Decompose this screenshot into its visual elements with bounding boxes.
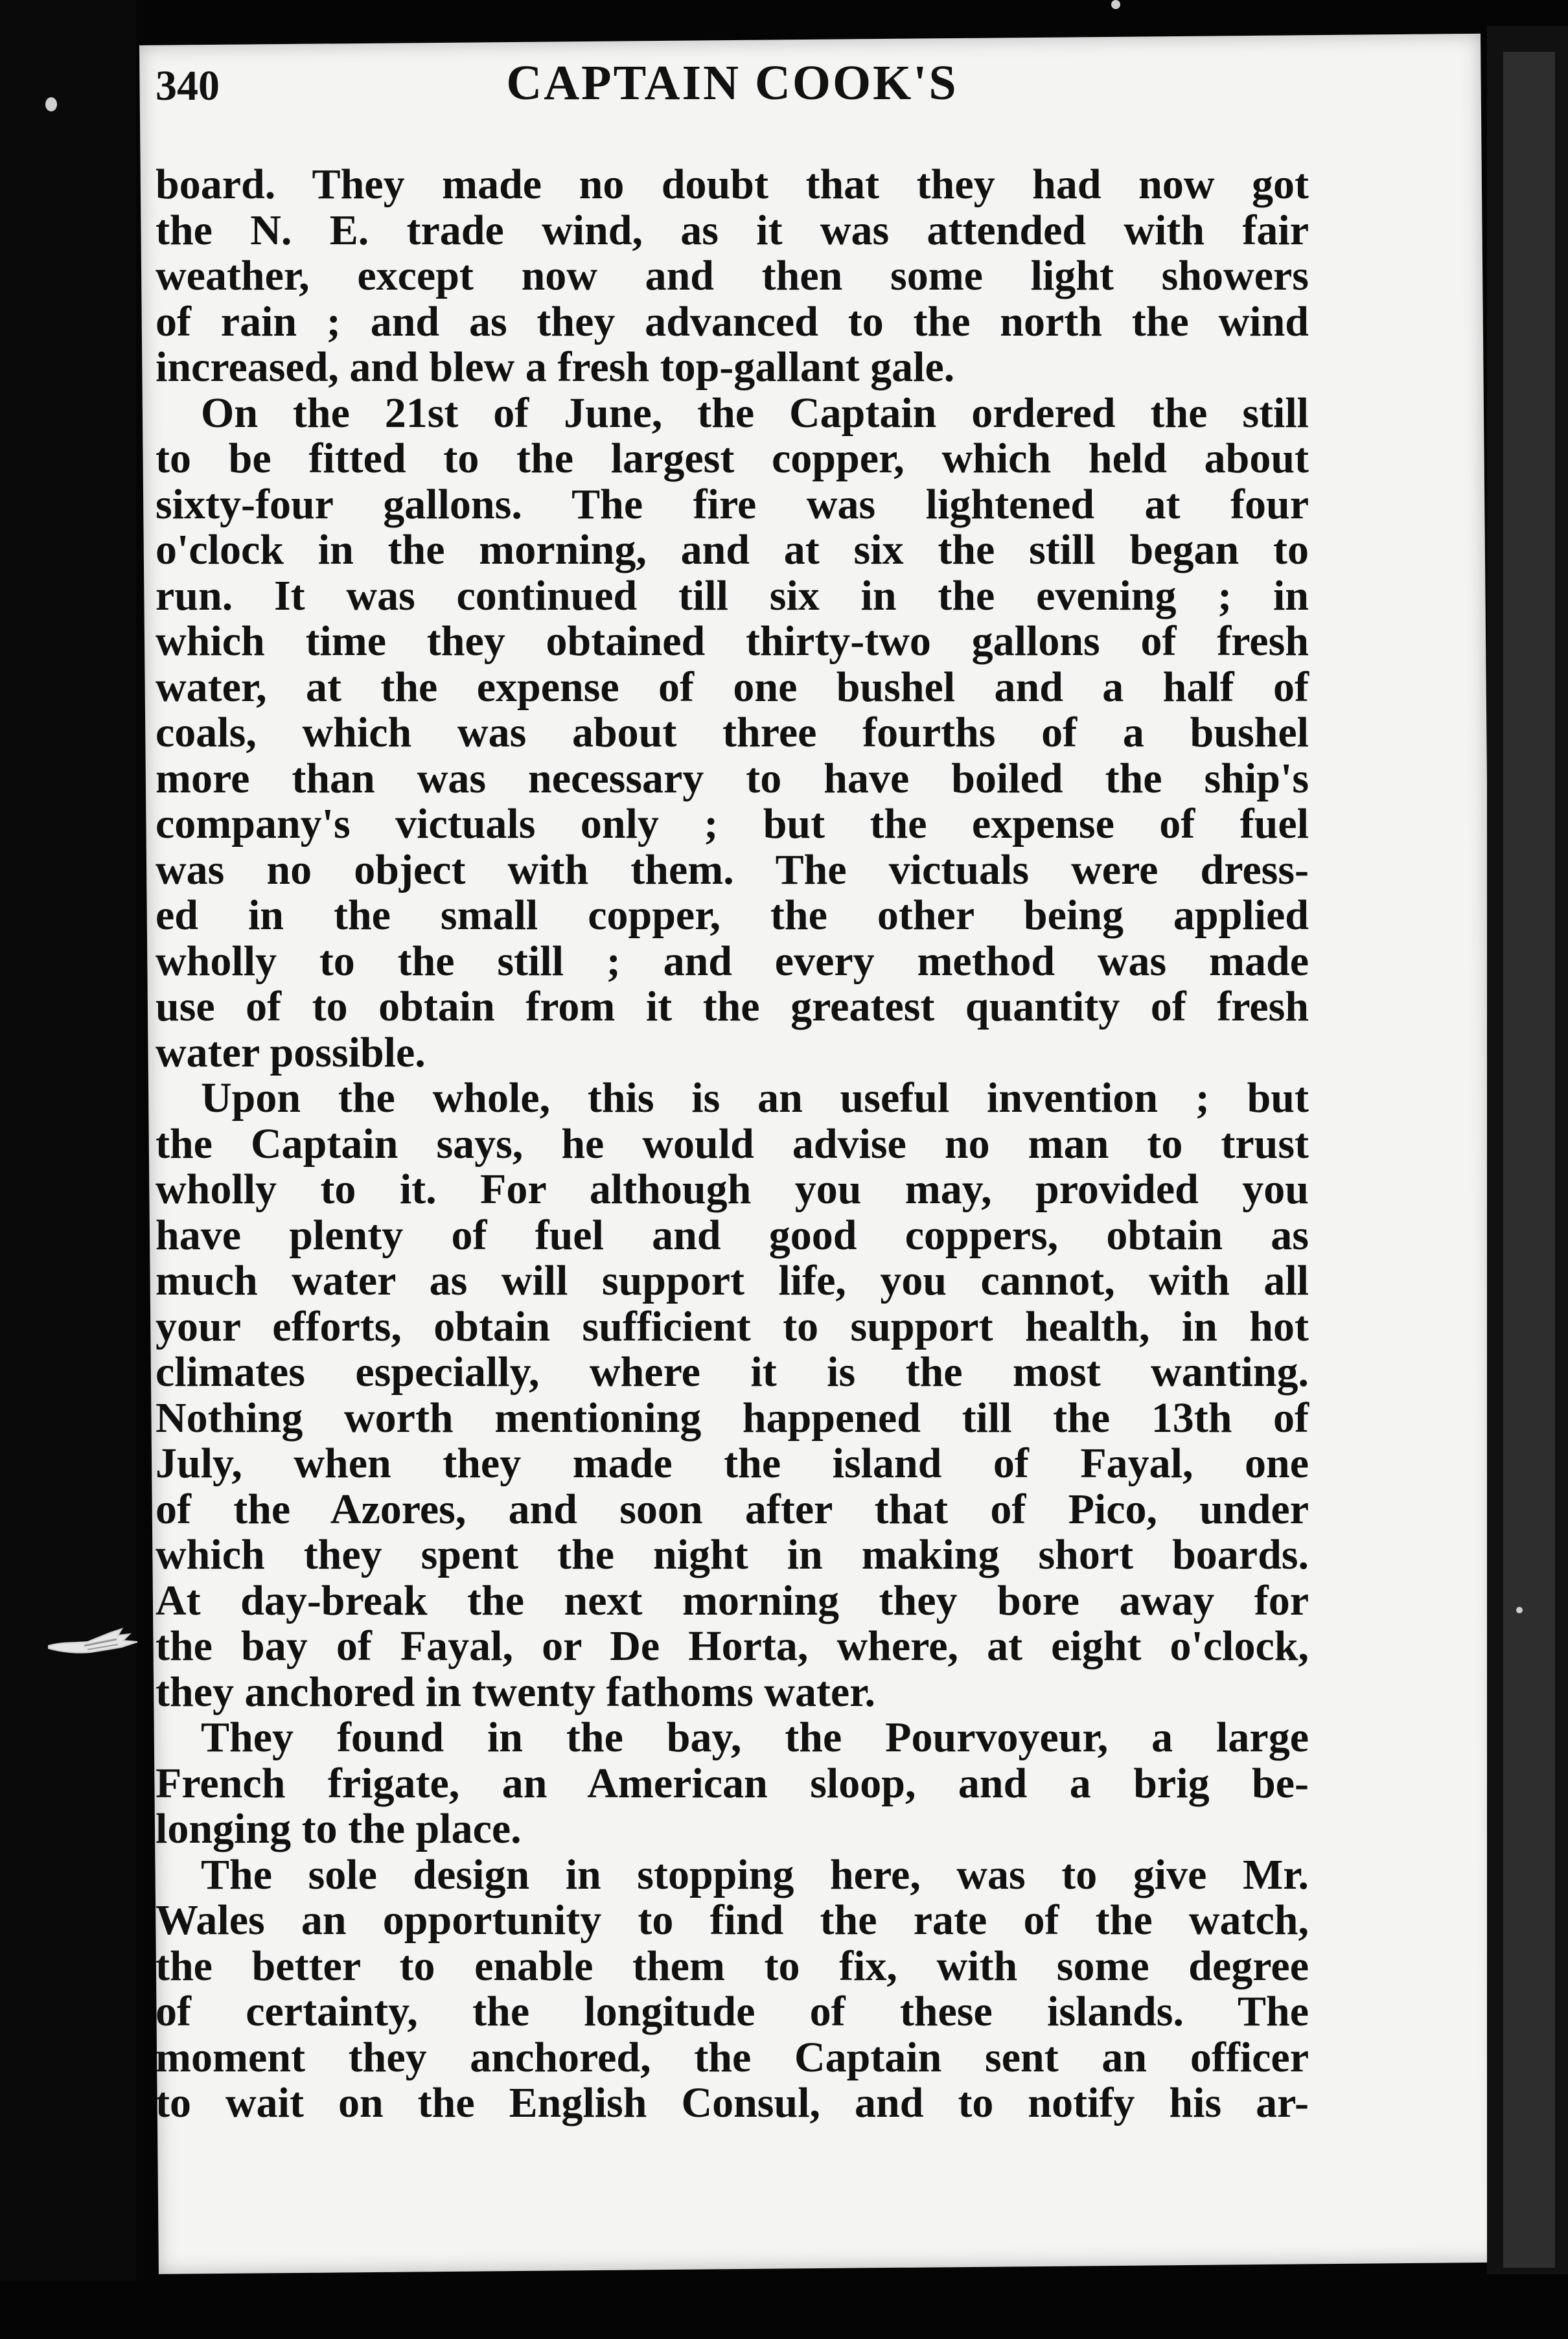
- text-line: company's victuals only ; but the expense of fuel: [156, 800, 1309, 847]
- text-line: water, at the expense of one bushel and a half of: [156, 663, 1309, 711]
- text-line: your efforts, obtain sufficient to support health, in hot: [156, 1302, 1309, 1350]
- text-line: have plenty of fuel and good coppers, obtain as: [156, 1211, 1309, 1259]
- page-header: [156, 55, 1309, 133]
- text-line: wholly to it. For although you may, provided you: [156, 1166, 1309, 1213]
- text-line: Nothing worth mentioning happened till the 13th of: [156, 1394, 1309, 1442]
- text-line: to wait on the English Consul, and to notify his ar-: [156, 2079, 1309, 2126]
- adjacent-page-sliver: [1503, 52, 1555, 2268]
- scan-left-border: [0, 0, 136, 2339]
- text-line: they anchored in twenty fathoms water.: [156, 1668, 875, 1716]
- text-line: increased, and blew a fresh top-gallant gale.: [156, 343, 955, 391]
- text-line: July, when they made the island of Fayal, one: [156, 1440, 1309, 1487]
- scan-bottom-border: [0, 2281, 1568, 2339]
- text-line: climates especially, where it is the most wanting.: [156, 1348, 1309, 1396]
- adjacent-page-edge: [1487, 26, 1568, 2274]
- text-line: o'clock in the morning, and at six the still began to: [156, 526, 1309, 573]
- text-line: the Captain says, he would advise no man to trust: [156, 1120, 1309, 1168]
- text-line: French frigate, an American sloop, and a brig be-: [156, 1759, 1309, 1807]
- scan-speck: [45, 97, 57, 111]
- text-line: run. It was continued till six in the evening ; in: [156, 571, 1309, 619]
- text-line: of the Azores, and soon after that of Pico, under: [156, 1485, 1309, 1533]
- text-line: the N. E. trade wind, as it was attended with fair: [156, 206, 1309, 254]
- page-number: 340: [156, 62, 220, 109]
- text-line: sixty-four gallons. The fire was lightened at four: [156, 480, 1309, 528]
- text-line: coals, which was about three fourths of a bushel: [156, 709, 1309, 756]
- text-line: longing to the place.: [156, 1805, 522, 1852]
- text-line: of certainty, the longitude of these islands. The: [156, 1988, 1309, 2035]
- text-line: At day-break the next morning they bore away for: [156, 1576, 1309, 1624]
- text-line: They found in the bay, the Pourvoyeur, a large: [201, 1714, 1309, 1761]
- text-line: moment they anchored, the Captain sent an officer: [156, 2033, 1309, 2081]
- text-line: ed in the small copper, the other being applied: [156, 892, 1309, 939]
- text-line: which they spent the night in making short boards.: [156, 1531, 1309, 1578]
- text-line: which time they obtained thirty-two gallons of fresh: [156, 617, 1309, 665]
- text-line: the better to enable them to fix, with some degree: [156, 1942, 1309, 1990]
- text-line: Wales an opportunity to find the rate of the watch,: [156, 1896, 1309, 1944]
- text-line: board. They made no doubt that they had now got: [156, 161, 1309, 208]
- text-line: the bay of Fayal, or De Horta, where, at eight o'clock,: [156, 1622, 1309, 1670]
- scan-speck: [1111, 0, 1120, 9]
- text-line: more than was necessary to have boiled the ship's: [156, 754, 1309, 802]
- text-line: was no object with them. The victuals were dress-: [156, 846, 1309, 893]
- text-line: to be fitted to the largest copper, which held about: [156, 435, 1309, 482]
- text-line: use of to obtain from it the greatest quantity of fresh: [156, 983, 1309, 1030]
- pointing-hand-icon: [45, 1620, 143, 1665]
- text-line: weather, except now and then some light showers: [156, 252, 1309, 299]
- text-line: of rain ; and as they advanced to the north the wind: [156, 297, 1309, 345]
- text-line: The sole design in stopping here, was to give Mr.: [201, 1850, 1309, 1898]
- scan-speck: [1516, 1607, 1523, 1613]
- text-line: On the 21st of June, the Captain ordered the still: [201, 389, 1309, 437]
- text-line: Upon the whole, this is an useful invention ; but: [201, 1074, 1309, 1122]
- text-line: much water as will support life, you cannot, with all: [156, 1257, 1309, 1304]
- page-body-text: [156, 162, 1309, 2126]
- text-line: water possible.: [156, 1028, 426, 1076]
- running-head: CAPTAIN COOK'S: [506, 56, 958, 110]
- text-line: wholly to the still ; and every method was made: [156, 937, 1309, 985]
